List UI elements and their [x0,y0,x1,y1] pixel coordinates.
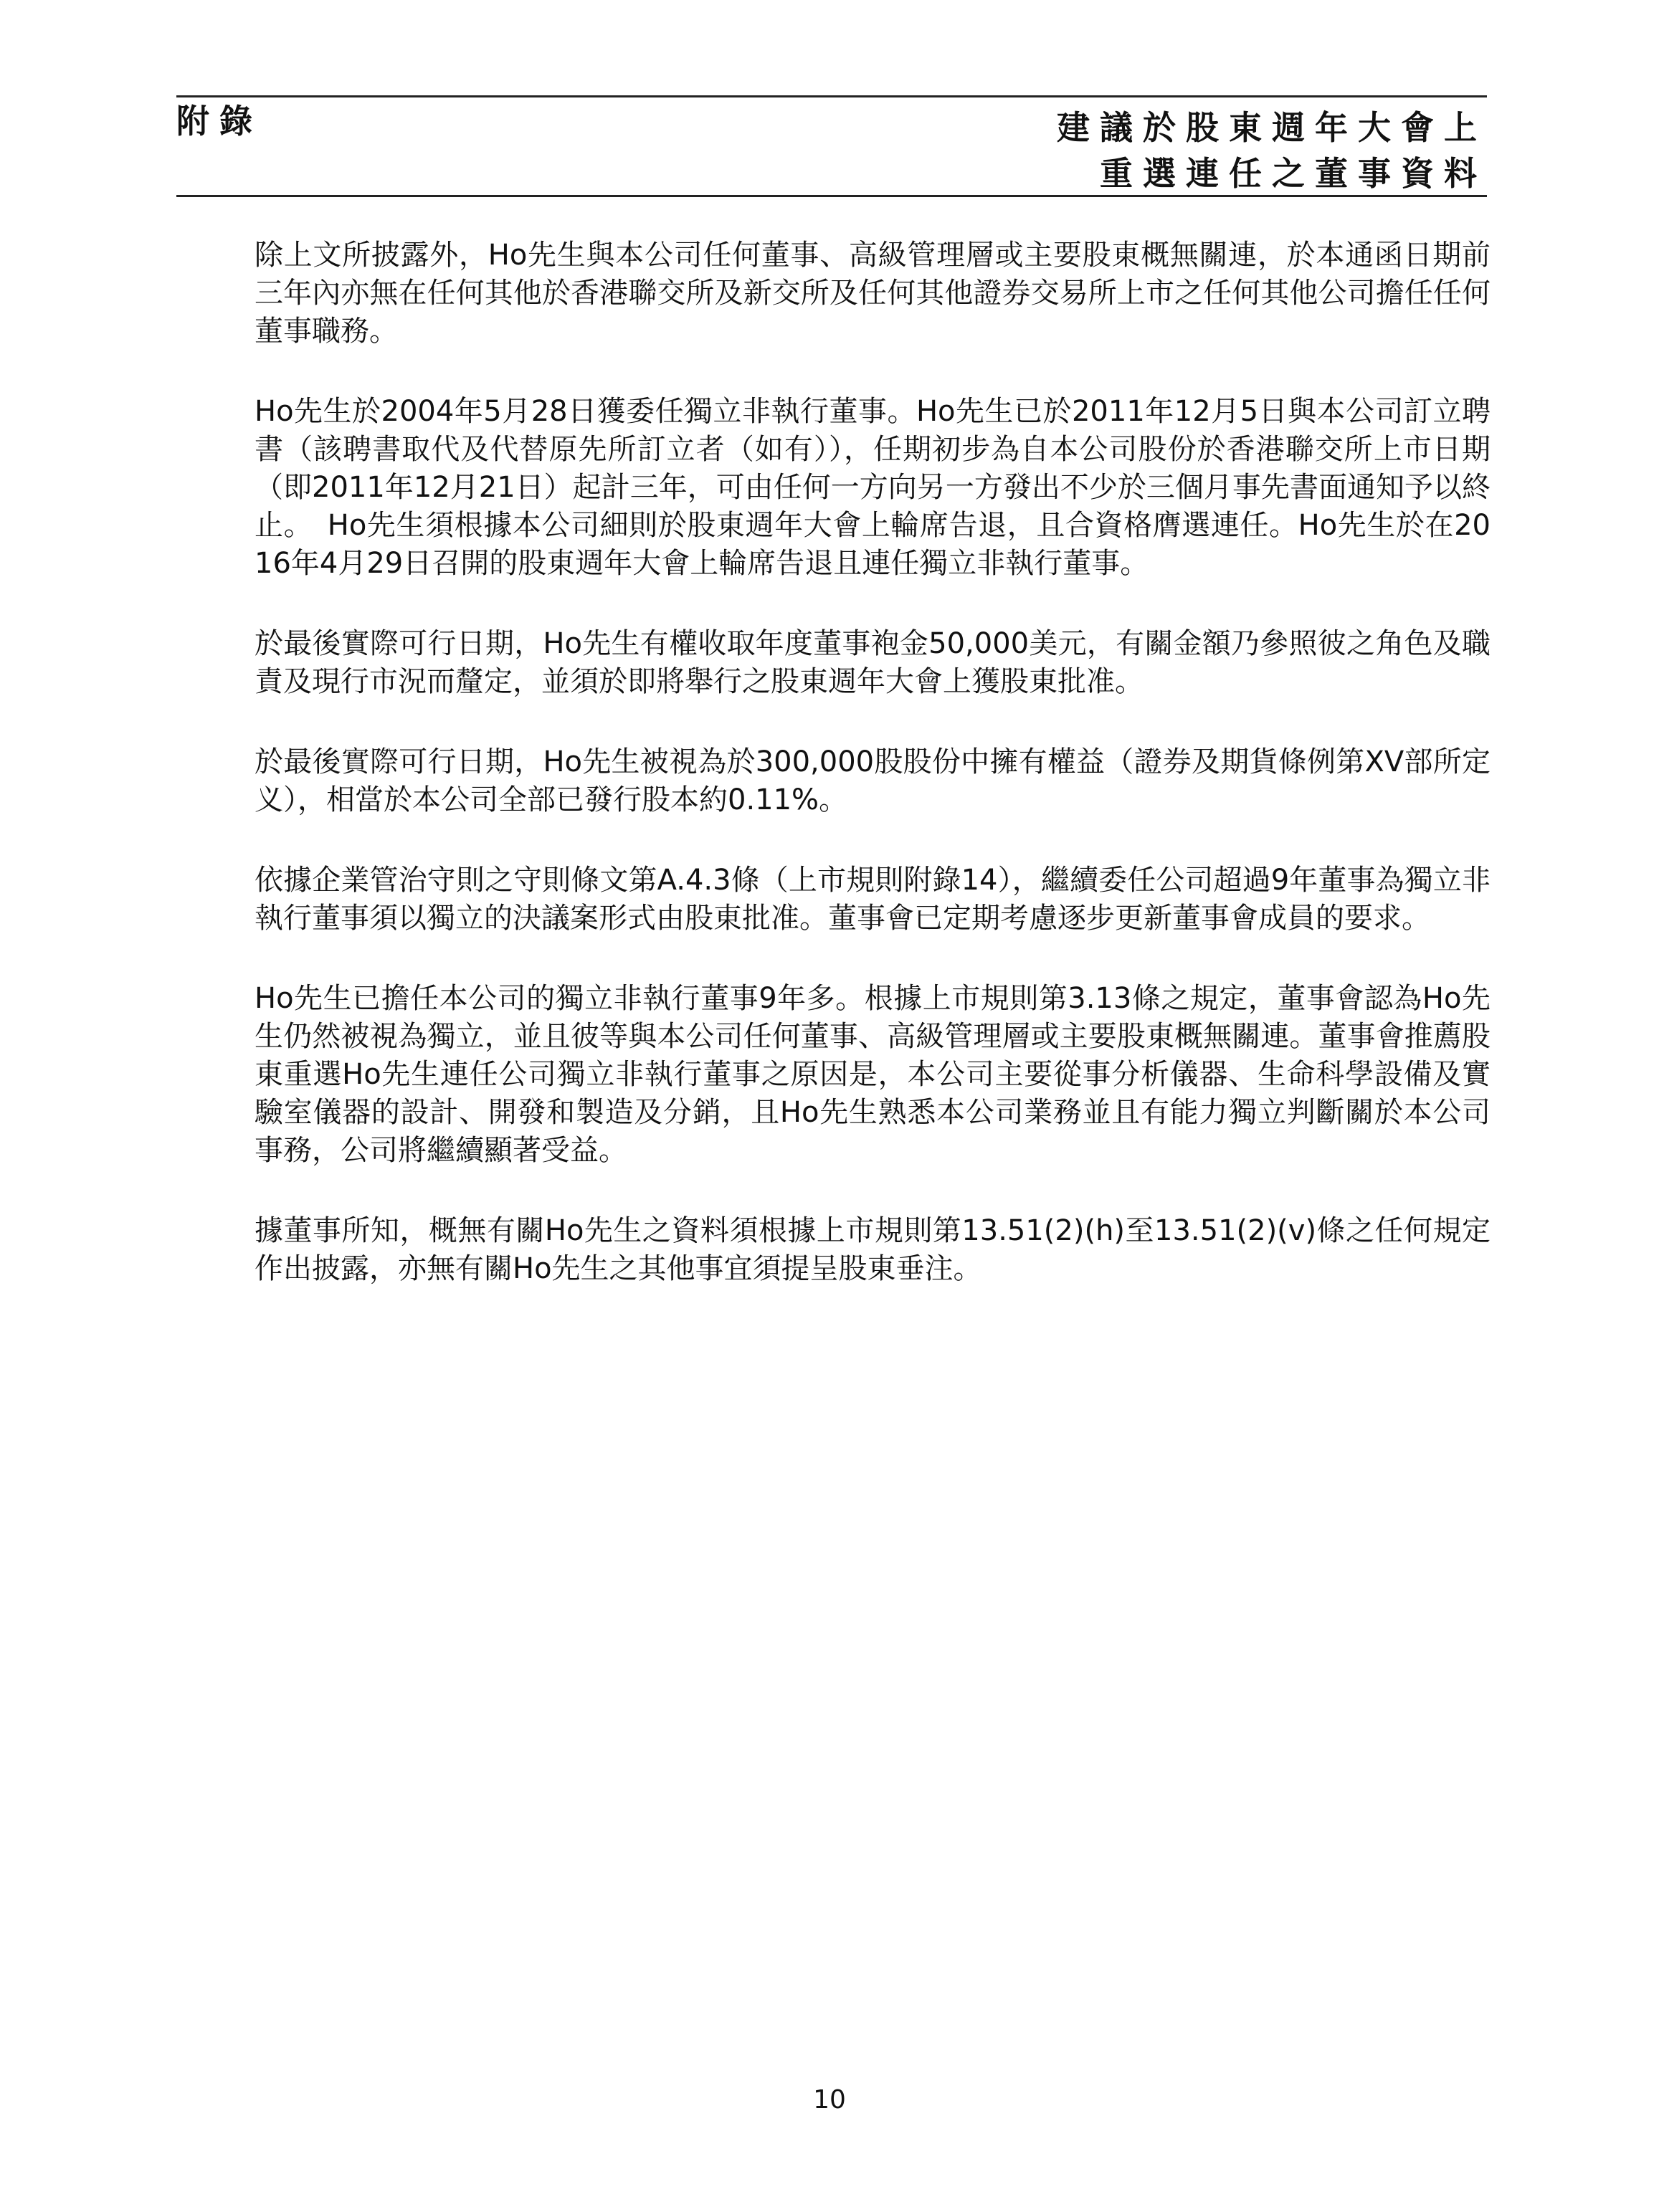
header-title-line-1: 建議於股東週年大會上 [1057,108,1487,147]
paragraph-other-directorships: 除上文所披露外，Ho先生與本公司任何董事、高級管理層或主要股東概無關連，於本通函日期前三年內亦無在任何其他於香港聯交所及新交所及任何其他證券交易所上市之任何其他公司擔任任何董事職務。 [255,239,1491,348]
header-bottom-rule [176,195,1487,197]
paragraph-governance-code: 依據企業管治守則之守則條文第A.4.3條（上市規則附錄14），繼續委任公司超過9年董事為獨立非執行董事須以獨立的決議案形式由股東批准。董事會已定期考慮逐步更新董事會成員的要求。 [255,864,1491,935]
header-title-line-2: 重選連任之董事資料 [1100,154,1487,193]
header-appendix-label: 附錄 [176,102,262,140]
page-number: 10 [813,2085,846,2115]
paragraph-directors-fee: 於最後實際可行日期，Ho先生有權收取年度董事袍金50,000美元，有關金額乃參照彼之角色及職責及現行市況而釐定，並須於即將舉行之股東週年大會上獲股東批准。 [255,627,1491,698]
paragraph-shareholding-interest: 於最後實際可行日期，Ho先生被視為於300,000股股份中擁有權益（證券及期貨條例第XV部所定义），相當於本公司全部已發行股本約0.11%。 [255,745,1491,816]
header-section-title [1057,105,1487,196]
document-body [255,237,1491,1330]
paragraph-independence-assessment: Ho先生已擔任本公司的獨立非執行董事9年多。根據上市規則第3.13條之規定，董事會認為Ho先生仍然被視為獨立，並且彼等與本公司任何董事、高級管理層或主要股東概無關連。董事會推薦股東重選Ho先生連任公司獨立非執行董事之原因是，本公司主要從事分析儀器、生命科學設備及實驗室儀器的設計、開發和製造及分銷，且Ho先生熟悉本公司業務並且有能力獨立判斷關於本公司事務，公司將繼續顯著受益。 [255,982,1491,1167]
header-top-rule [176,95,1487,97]
paragraph-disclosure-statement: 據董事所知，概無有關Ho先生之資料須根據上市規則第13.51(2)(h)至13.51(2)(v)條之任何規定作出披露，亦無有關Ho先生之其他事宜須提呈股東垂注。 [255,1214,1491,1285]
paragraph-appointment-terms: Ho先生於2004年5月28日獲委任獨立非執行董事。Ho先生已於2011年12月5日與本公司訂立聘書（該聘書取代及代替原先所訂立者（如有）），任期初步為自本公司股份於香港聯交所上市日期（即2011年12月21日）起計三年，可由任何一方向另一方發出不少於三個月事先書面通知予以終止。 Ho先生須根據本公司細則於股東週年大會上輪席告退，且合資格膺選連任。Ho先生於在2016年4月29日召開的股東週年大會上輪席告退且連任獨立非執行董事。 [255,395,1491,580]
